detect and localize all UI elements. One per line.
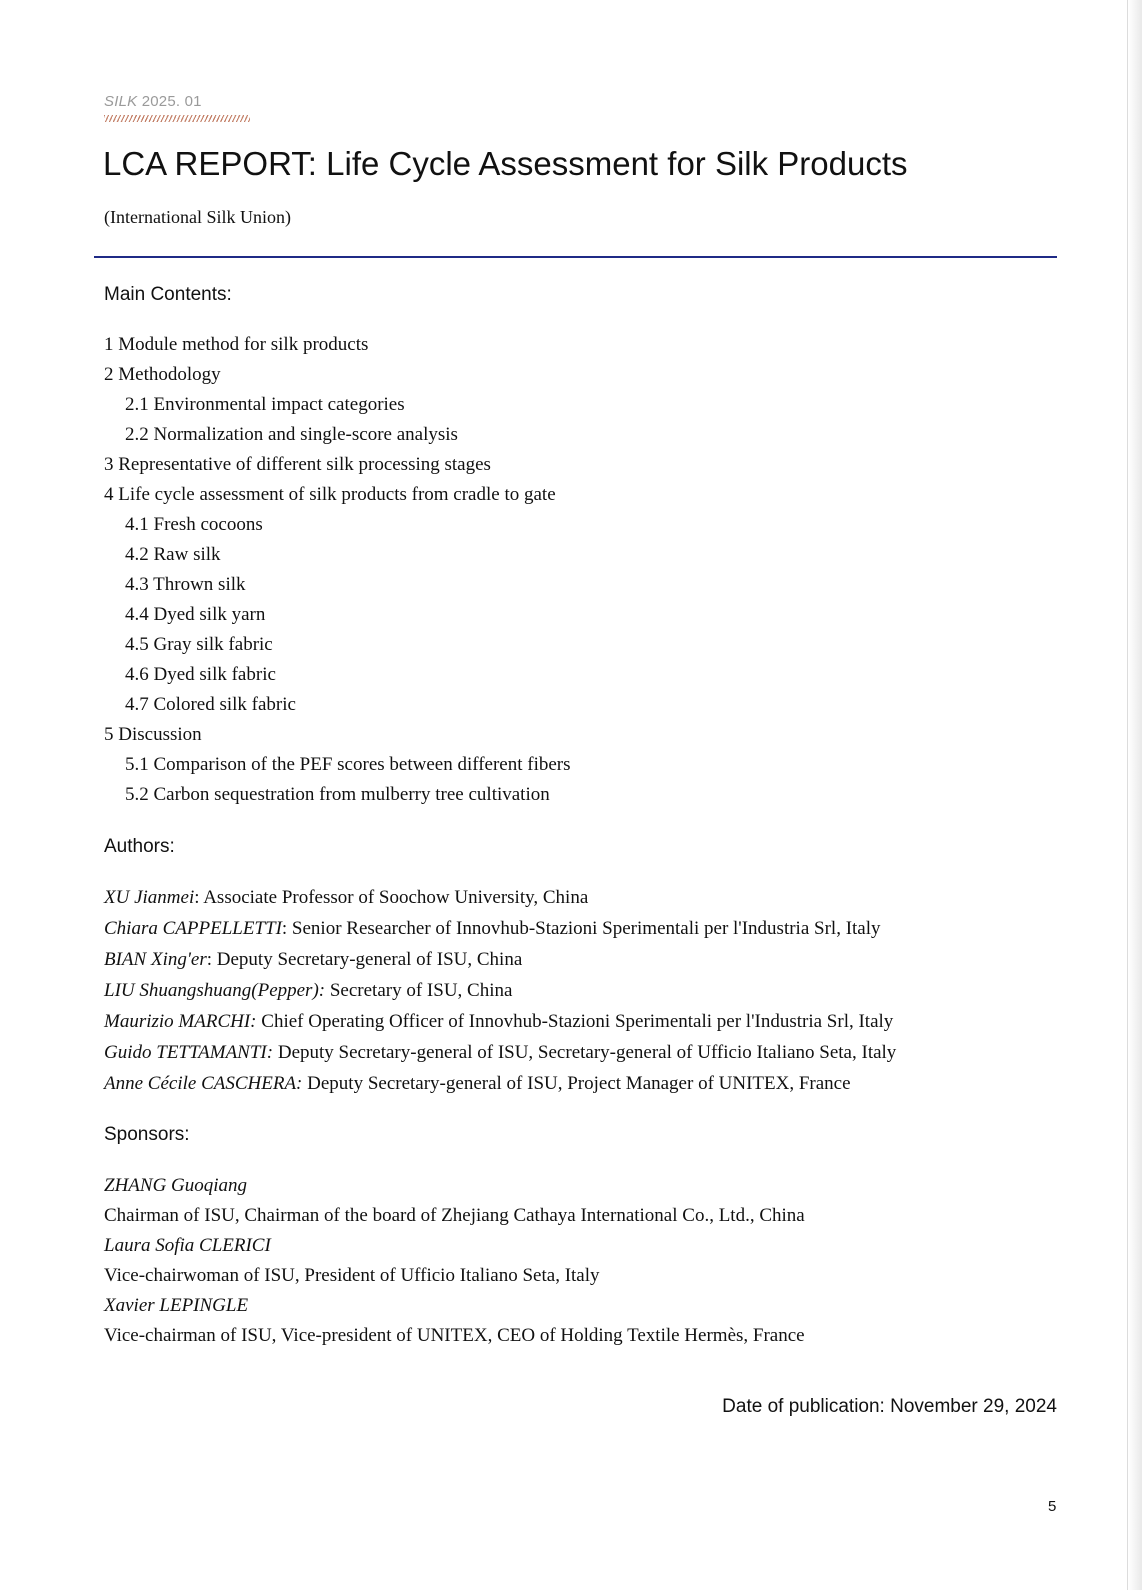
journal-issue: 2025. 01: [141, 93, 202, 110]
document-subtitle: (International Silk Union): [104, 207, 291, 227]
author-entry: [104, 913, 896, 944]
author-role: Deputy Secretary-general of ISU, Secretary-general of Ufficio Italiano Seta, Italy: [273, 1042, 897, 1063]
publication-date: Date of publication: November 29, 2024: [722, 1396, 1057, 1417]
author-name: XU Jianmei: [104, 887, 195, 908]
journal-hatch-rule: [104, 115, 250, 122]
toc-item: 4.6 Dyed silk fabric: [125, 664, 276, 685]
sponsor-role: Chairman of ISU, Chairman of the board of Zhejiang Cathaya International Co., Ltd., China: [104, 1205, 805, 1226]
authors-list: [104, 882, 896, 1099]
author-entry: [104, 1006, 896, 1037]
sponsors-heading: Sponsors:: [104, 1124, 190, 1145]
sponsors-list: [104, 1171, 805, 1351]
sponsor-name: Xavier LEPINGLE: [104, 1295, 249, 1316]
author-name: Anne Cécile CASCHERA:: [104, 1073, 303, 1094]
sponsor-name: ZHANG Guoqiang: [104, 1175, 248, 1196]
author-entry: [104, 975, 896, 1006]
author-name: Maurizio MARCHI:: [104, 1011, 257, 1032]
toc-item: 4.7 Colored silk fabric: [125, 694, 296, 715]
toc-item: 5.1 Comparison of the PEF scores between different fibers: [125, 754, 571, 775]
author-entry: [104, 1037, 896, 1068]
page-edge: [1127, 0, 1142, 1590]
journal-label: [104, 93, 202, 110]
author-entry: [104, 1068, 896, 1099]
toc-item: 4.3 Thrown silk: [125, 574, 246, 595]
author-role: : Associate Professor of Soochow University, China: [194, 887, 589, 908]
author-name: LIU Shuangshuang(Pepper):: [104, 980, 326, 1001]
toc-item: 4.1 Fresh cocoons: [125, 514, 263, 535]
title-divider: [94, 256, 1057, 258]
author-role: : Deputy Secretary-general of ISU, China: [206, 949, 523, 970]
toc-item: 4.4 Dyed silk yarn: [125, 604, 266, 625]
author-role: Deputy Secretary-general of ISU, Project Manager of UNITEX, France: [302, 1073, 851, 1094]
table-of-contents: [104, 330, 571, 810]
author-role: Secretary of ISU, China: [325, 980, 513, 1001]
toc-item: 5.2 Carbon sequestration from mulberry tree cultivation: [125, 784, 550, 805]
toc-item: 3 Representative of different silk processing stages: [104, 454, 491, 475]
toc-item: 1 Module method for silk products: [104, 334, 369, 355]
author-role: Chief Operating Officer of Innovhub-Stazioni Sperimentali per l'Industria Srl, Italy: [256, 1011, 894, 1032]
toc-item: 2.2 Normalization and single-score analysis: [125, 424, 458, 445]
author-name: BIAN Xing'er: [104, 949, 207, 970]
author-name: Chiara CAPPELLETTI: [104, 918, 282, 939]
sponsor-role: Vice-chairman of ISU, Vice-president of UNITEX, CEO of Holding Textile Hermès, France: [104, 1325, 805, 1346]
author-entry: [104, 944, 896, 975]
sponsor-role: Vice-chairwoman of ISU, President of Ufficio Italiano Seta, Italy: [104, 1265, 600, 1286]
toc-item: 4 Life cycle assessment of silk products from cradle to gate: [104, 484, 556, 505]
author-role: : Senior Researcher of Innovhub-Stazioni Sperimentali per l'Industria Srl, Italy: [281, 918, 881, 939]
author-name: Guido TETTAMANTI:: [104, 1042, 274, 1063]
sponsor-name: Laura Sofia CLERICI: [104, 1235, 271, 1256]
toc-item: 4.2 Raw silk: [125, 544, 221, 565]
page-number: 5: [1048, 1498, 1057, 1515]
document-title: LCA REPORT: Life Cycle Assessment for Silk Products: [103, 145, 908, 182]
authors-heading: Authors:: [104, 836, 175, 857]
toc-item: 2.1 Environmental impact categories: [125, 394, 405, 415]
toc-item: 2 Methodology: [104, 364, 221, 385]
toc-item: 5 Discussion: [104, 724, 202, 745]
author-entry: [104, 882, 896, 913]
toc-item: 4.5 Gray silk fabric: [125, 634, 273, 655]
journal-name: SILK: [104, 93, 138, 110]
contents-heading: Main Contents:: [104, 284, 232, 305]
